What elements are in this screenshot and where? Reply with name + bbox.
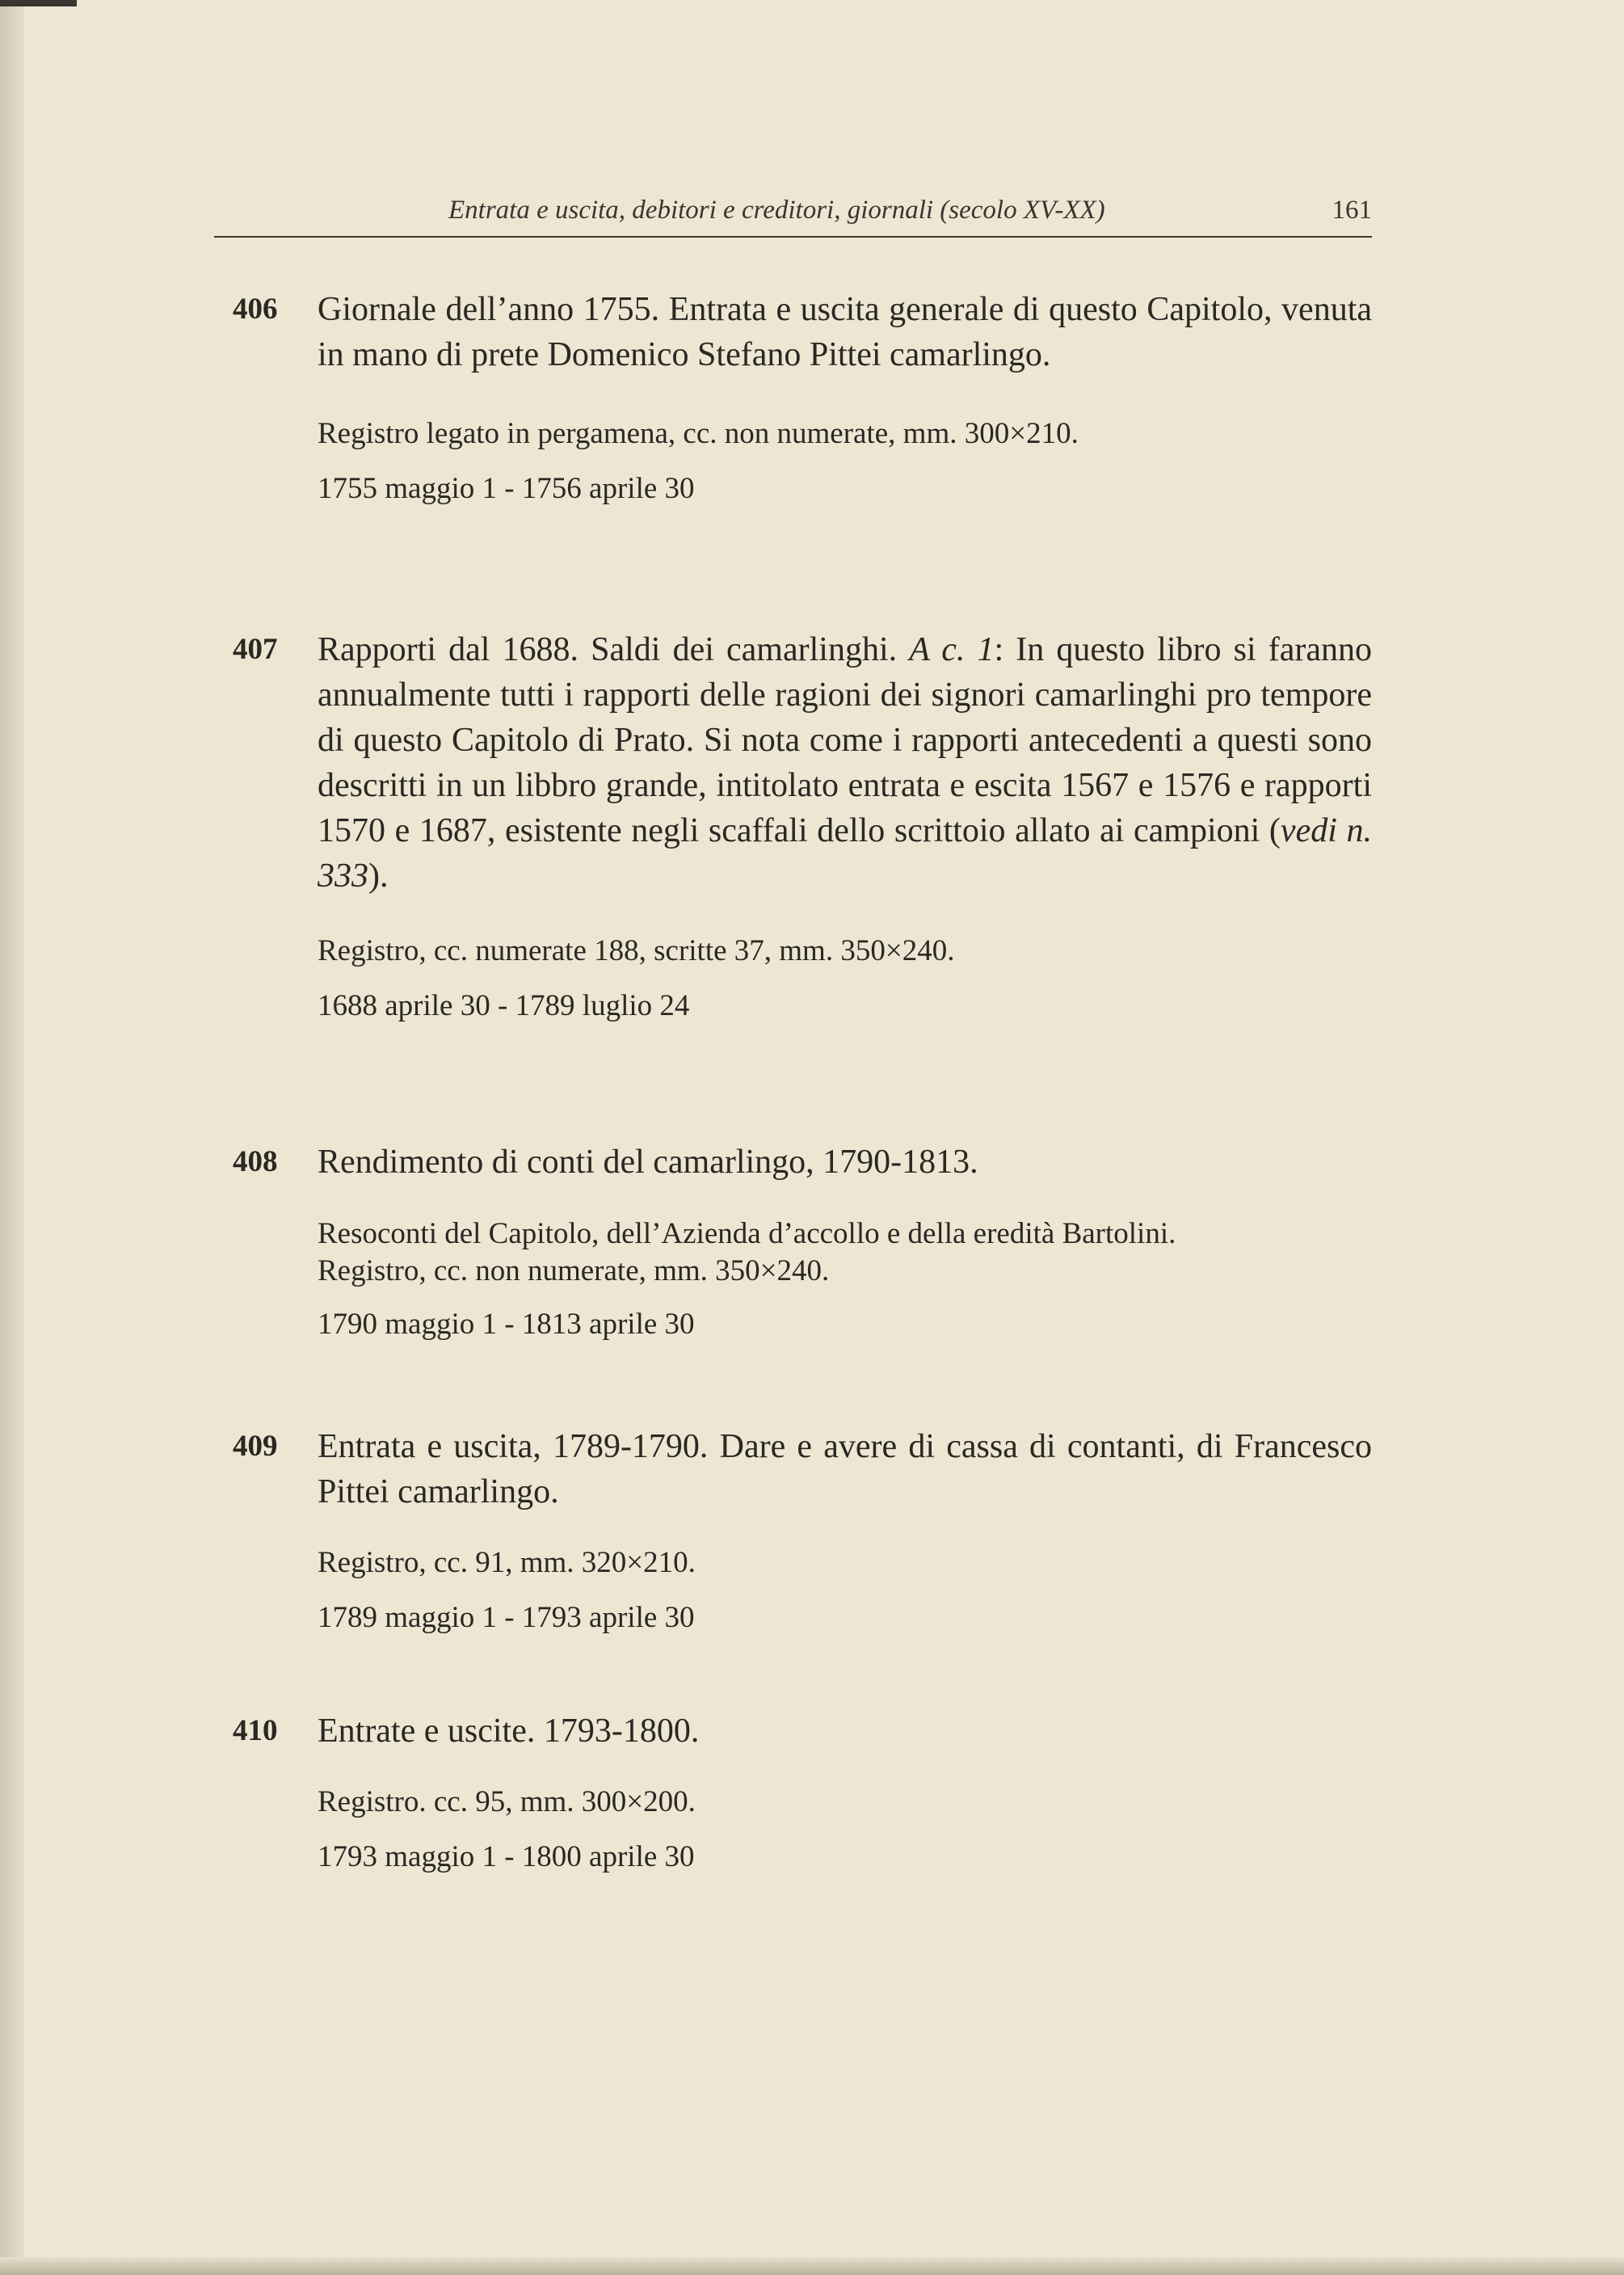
entry-title-italic: vedi n. 333 <box>318 812 1372 895</box>
entry-title <box>318 627 1372 899</box>
entry-title-part: ). <box>368 857 389 895</box>
entry-body <box>318 1140 1372 1345</box>
entry-description-line: Resoconti del Capitolo, dell’Azienda d’accollo e della eredità Bartolini. <box>318 1217 1176 1250</box>
entry-dates: 1793 maggio 1 - 1800 aprile 30 <box>318 1840 695 1873</box>
entry-title: Rendimento di conti del camarlingo, 1790-1813. <box>318 1144 978 1181</box>
entry-number: 409 <box>233 1430 278 1463</box>
entry-body <box>318 1708 1372 1877</box>
entry-description <box>318 1215 1372 1290</box>
entry-title: Entrate e uscite. 1793-1800. <box>318 1713 700 1750</box>
entry-title: Entrata e uscita, 1789-1790. Dare e avere di cassa di contanti, di Francesco Pittei camarlingo. <box>318 1428 1372 1510</box>
bottom-edge <box>0 2257 1624 2275</box>
entry-body <box>318 287 1372 509</box>
running-title: Entrata e uscita, debitori e creditori, giornali (secolo XV-XX) <box>448 196 1105 225</box>
entry-title-italic: A c. 1 <box>909 631 995 668</box>
entry-description: Registro, cc. numerate 188, scritte 37, mm. 350×240. <box>318 934 955 967</box>
entry-description: Registro, cc. 91, mm. 320×210. <box>318 1546 696 1579</box>
entry-number: 406 <box>233 293 278 326</box>
entry-number: 410 <box>233 1714 278 1747</box>
page-number: 161 <box>1332 196 1372 225</box>
entry-title-part: Rapporti dal 1688. Saldi dei camarlinghi. <box>318 631 898 668</box>
entry-number: 407 <box>233 633 278 666</box>
entry-description-line: Registro, cc. non numerate, mm. 350×240. <box>318 1254 830 1287</box>
entry-dates: 1755 maggio 1 - 1756 aprile 30 <box>318 472 695 505</box>
entry-dates: 1789 maggio 1 - 1793 aprile 30 <box>318 1601 695 1634</box>
entry-body <box>318 1424 1372 1638</box>
entry-description: Registro legato in pergamena, cc. non numerate, mm. 300×210. <box>318 417 1079 450</box>
entry-body <box>318 627 1372 1026</box>
page-edge <box>0 0 24 2275</box>
entry-dates: 1790 maggio 1 - 1813 aprile 30 <box>318 1308 695 1341</box>
running-head <box>214 191 1372 238</box>
entry-title-part: : In questo libro si faranno annualmente tutti i rapporti delle ragioni dei signori camarlinghi pro tempore di questo Capitolo di Prato. Si nota come i rapporti antecedenti a questi sono descritti in un libbro grande, intitolato entrata e escita 1567 e 1576 e rapporti 1570 e 1687, esistente negli scaffali dello scrittoio allato ai campioni ( <box>318 631 1373 849</box>
entry-number: 408 <box>233 1145 278 1178</box>
corner-mark <box>0 0 77 6</box>
entry-dates: 1688 aprile 30 - 1789 luglio 24 <box>318 989 690 1022</box>
entry-title: Giornale dell’anno 1755. Entrata e uscita generale di questo Capitolo, venuta in mano di prete Domenico Stefano Pittei camarlingo. <box>318 291 1372 373</box>
entry-description: Registro. cc. 95, mm. 300×200. <box>318 1785 696 1818</box>
